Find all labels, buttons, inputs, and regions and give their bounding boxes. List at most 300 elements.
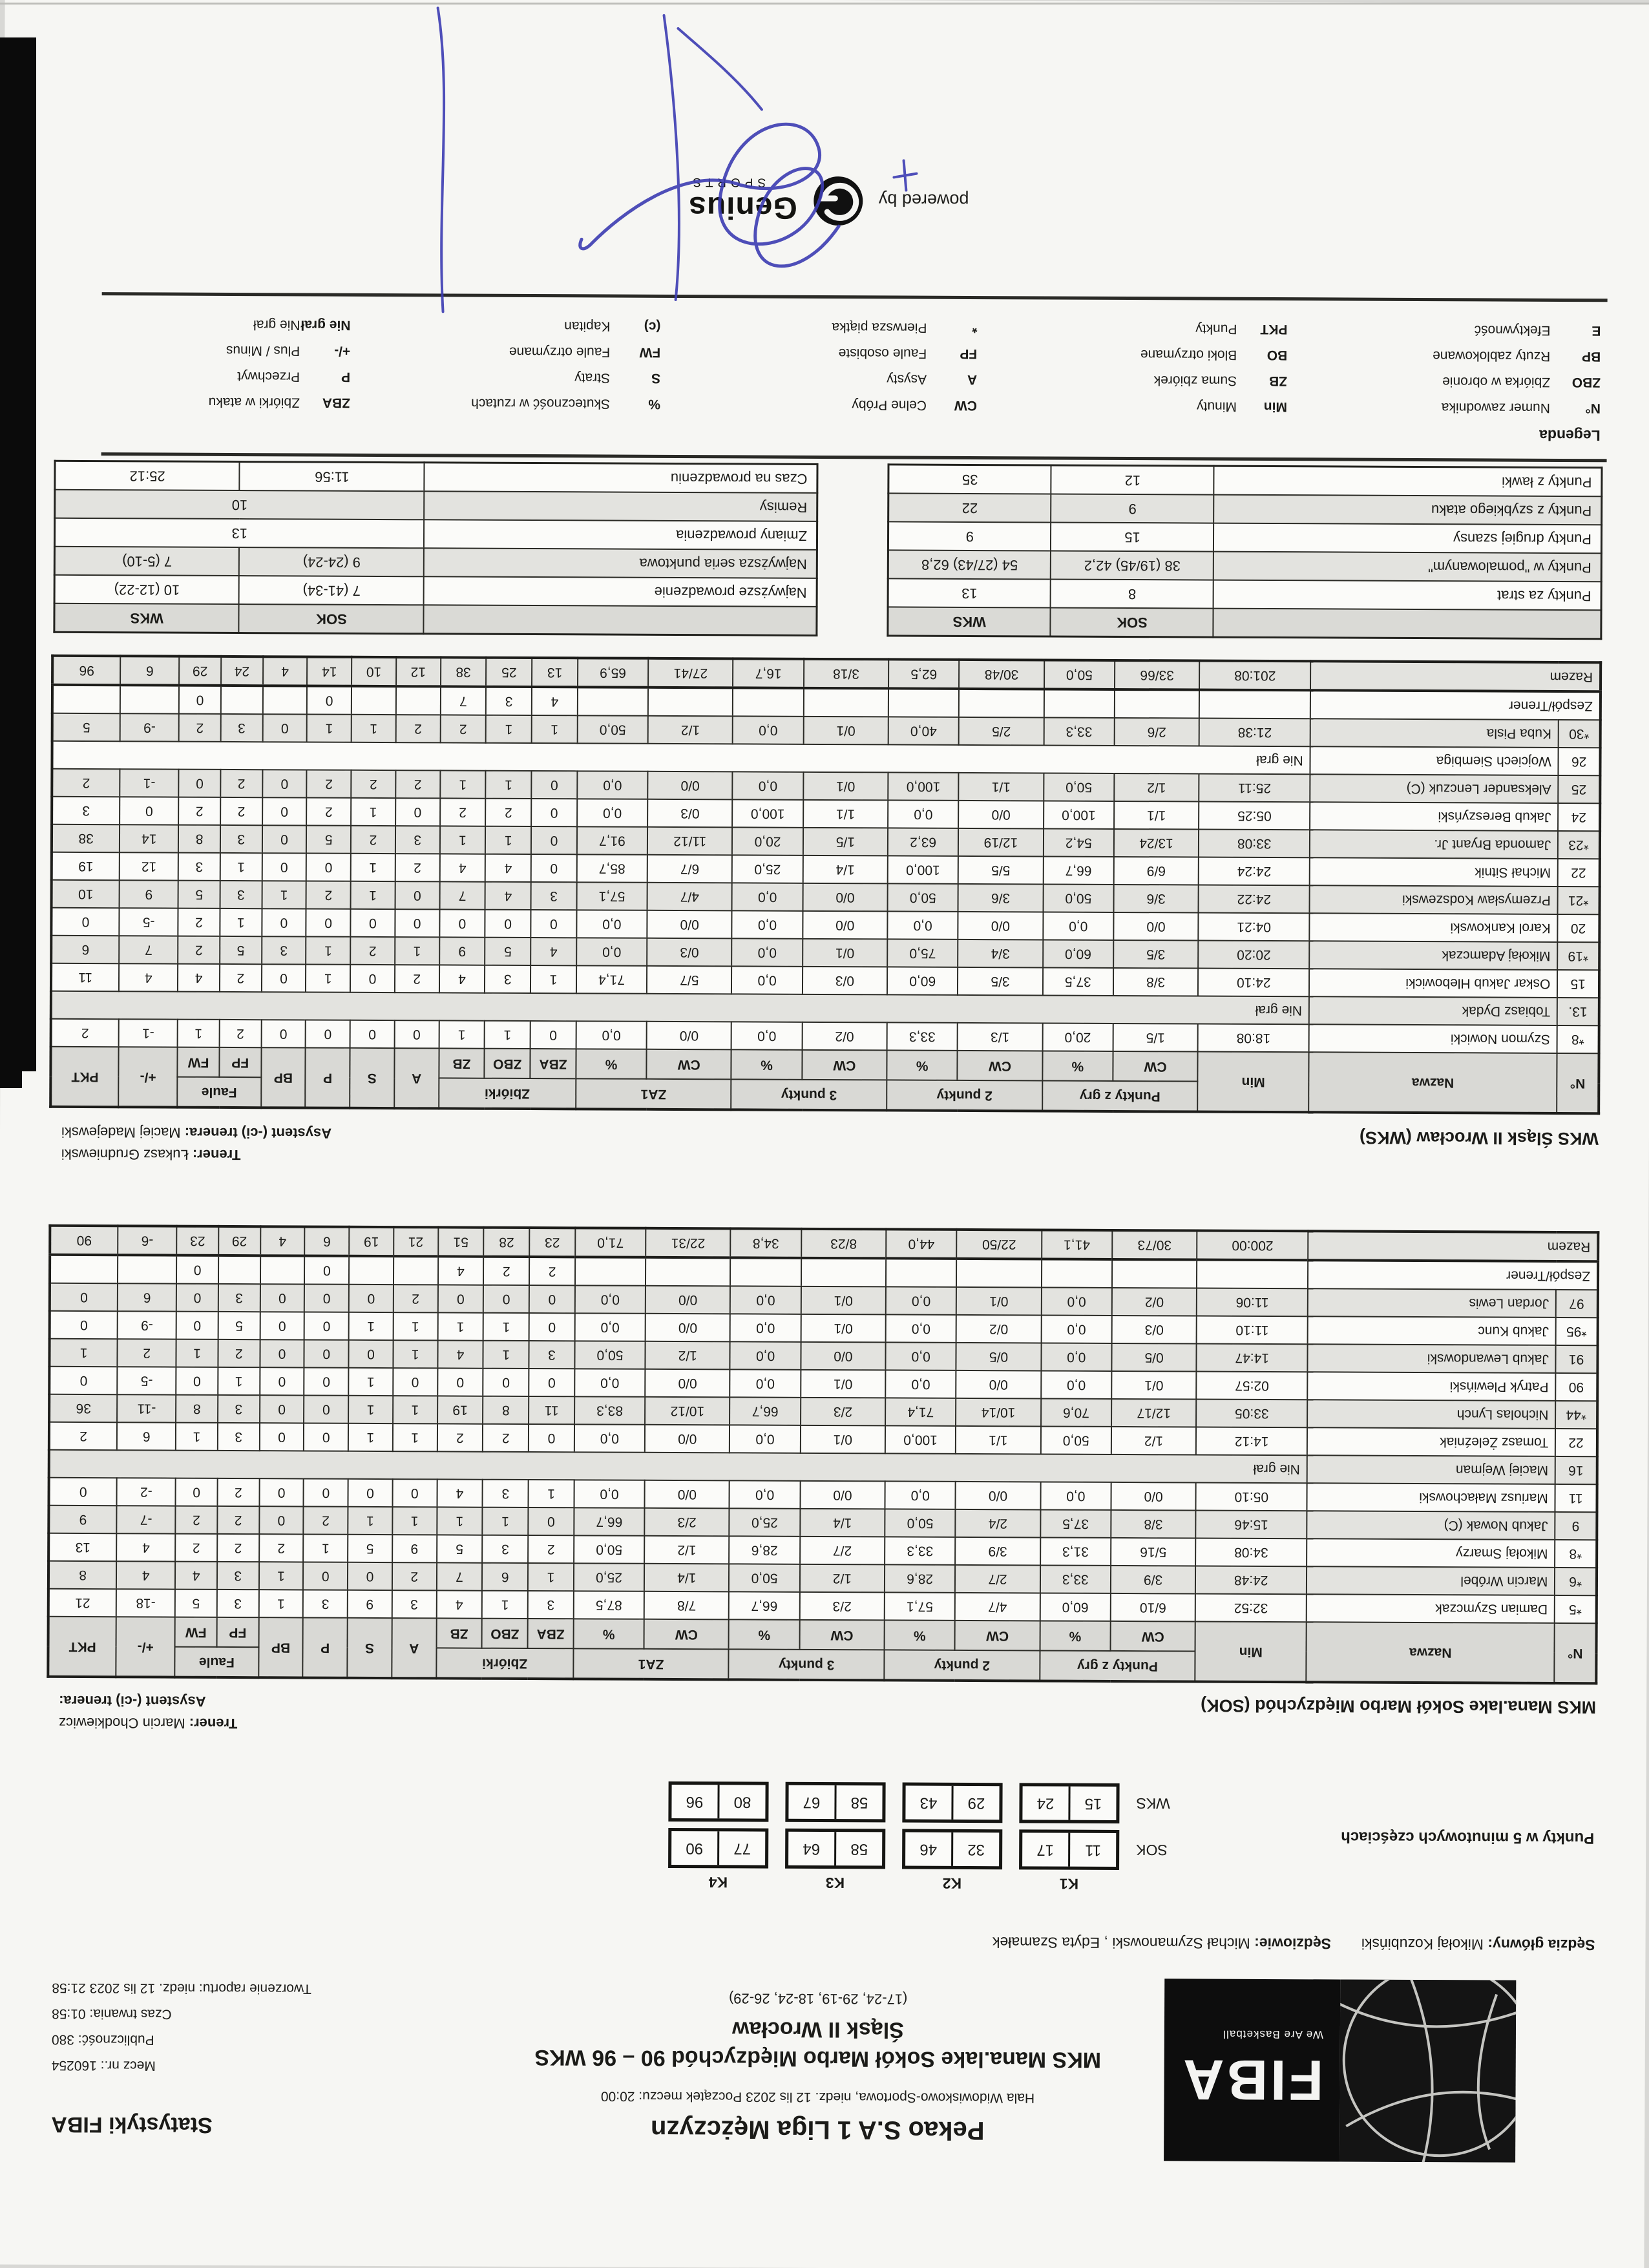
summary-wks-value: 10 (12-22) [54,575,239,604]
column-header: BP [258,1617,303,1677]
stat-p2: 22/50 [956,1230,1042,1259]
stat-fp: 3 [221,714,263,742]
stat-p3: 0/1 [803,717,888,745]
stat-s: 1 [351,798,395,826]
stat-fw: 2 [178,936,220,964]
stat-min: 34:08 [1195,1538,1307,1567]
stat-ft_pct: 0,0 [574,1369,645,1396]
stat-fg: 0/1 [1111,1371,1197,1400]
stat-pm: -1 [120,769,179,797]
stat-a: 1 [393,1340,437,1368]
column-header: ZA1 [573,1648,729,1679]
stat-zb: 2 [437,1423,483,1451]
summary-label: Najwyższa seria punktowa [424,548,817,578]
stat-p: 2 [304,1506,348,1534]
stat-a: 1 [395,937,439,965]
stat-zba: 13 [532,658,578,687]
stat-fg [1115,689,1200,719]
attendance: Publiczność: 380 [51,2032,154,2048]
stat-p3: 0/3 [803,967,888,995]
stat-zba: 0 [531,826,577,854]
stat-bp: 0 [259,1423,304,1451]
stat-p: 0 [307,686,352,715]
title-block [481,1989,1154,2146]
stat-p2: 2/5 [959,717,1044,746]
stat-p3: 0/0 [801,1342,886,1370]
team-code: SOK [1136,1842,1168,1859]
stat-p3_pct: 34,8 [731,1228,801,1257]
stat-pm: -6 [118,1226,176,1255]
stat-p3: 1/4 [800,1509,885,1537]
player-number: 22 [1558,859,1600,887]
legend-abbr: +/- [334,343,351,359]
legend-desc: Celne Próby [852,397,927,413]
stat-fg_pct: 54,2 [1044,828,1114,856]
legend-item [1287,341,1601,364]
period-box [668,1781,768,1822]
stat-min [1197,1260,1308,1289]
stat-zbo: 1 [485,1021,530,1049]
summary-row [54,547,817,578]
column-header: % [576,1049,646,1078]
legend-abbr: P [341,369,351,384]
stat-zb: 7 [440,686,486,715]
column-header: Zbiórki [436,1648,574,1679]
team-column-header: SOK [1051,608,1213,638]
column-header: PKT [48,1617,116,1677]
player-number: *19 [1557,942,1599,970]
stat-a: 3 [392,1590,437,1618]
summary-merged-value: 10 [55,490,425,520]
stat-fw: 4 [178,964,220,992]
coach-name: Łukasz Grudniewski [61,1146,189,1163]
player-name: Damian Szymczak [1307,1594,1555,1623]
stat-pkt: 11 [51,963,119,991]
points-cell: 17 [1022,1832,1070,1866]
stat-ft_pct [578,687,648,715]
stat-pm: 6 [120,656,179,685]
stat-p2_pct: 28,6 [885,1564,955,1592]
stat-fg: 3/6 [1113,885,1199,913]
stat-pkt: 36 [49,1394,117,1422]
stat-pm [118,1255,176,1283]
player-name: Kuba Pisla [1310,719,1559,748]
period-box [785,1829,885,1869]
stat-ft: 0/0 [646,1286,731,1314]
stat-pkt: 9 [48,1506,116,1533]
stat-fp [218,1255,260,1284]
legend-abbr: S [651,370,661,386]
column-header: % [885,1620,955,1650]
points-cell: 15 [1084,1794,1102,1812]
stat-p2_pct: 100,0 [888,772,958,800]
legend-desc: Efektywność [1474,322,1551,338]
quarter-points-row [108,1779,1181,1823]
legend-block [56,310,1601,415]
stat-bp: 0 [261,1020,306,1047]
column-header: % [1042,1051,1113,1080]
stat-p2: 1/1 [959,773,1044,801]
fiba-tagline: We Are Basketball [1223,2028,1323,2041]
stat-pkt: 2 [51,1019,119,1047]
stat-s: 0 [349,1285,394,1312]
stat-min: 20:20 [1198,941,1309,969]
stat-pm: -7 [117,1506,176,1533]
column-header: CW [955,1621,1040,1651]
column-header: % [731,1049,802,1079]
stat-p2: 0/0 [956,1370,1041,1399]
fiba-wordmark-box [1164,1979,1340,2161]
team-column-header: WKS [888,607,1051,636]
stat-min: 24:48 [1195,1566,1307,1595]
legend-desc: Pierwsza piątka [832,320,927,335]
stat-p2_pct: 0,0 [886,1342,956,1370]
stat-p3: 1/2 [800,1564,885,1593]
legend-desc: Skuteczność w rzutach [471,395,610,412]
wks-stat-table [49,655,1602,1115]
stat-fg_pct: 31,3 [1040,1537,1111,1565]
player-number: *23 [1558,831,1600,859]
stat-fg_pct: 37,5 [1043,967,1113,995]
stat-s: 1 [348,1423,393,1451]
legend-item [56,361,350,384]
stat-p3_pct: 0,0 [733,716,803,744]
stat-fg: 1/5 [1113,1024,1198,1052]
stat-zb: 7 [439,881,485,909]
column-header: CW [799,1620,885,1650]
stat-p3_pct: 0,0 [730,1369,801,1397]
player-name: Maciej Wejman [1307,1455,1555,1484]
summary-sok-value: 9 (24-24) [239,547,424,576]
stat-fp: 2 [220,964,262,992]
legend-item [977,391,1287,414]
stat-s: 2 [351,770,395,798]
period-box [902,1783,1002,1823]
column-header: Min [1197,1052,1308,1113]
coach-label: Trener: [189,1715,238,1732]
stat-fg_pct: 33,3 [1044,717,1114,745]
stat-ft: 1/2 [648,716,733,744]
stat-fw: 1 [176,1339,218,1367]
stat-a: 0 [392,1479,437,1507]
stat-zb: 7 [436,1562,482,1590]
stat-p2_pct: 0,0 [885,1481,956,1509]
stat-pm: 14 [120,824,178,852]
genius-name: Genius [688,190,797,226]
stat-fg: 13/24 [1114,829,1199,857]
player-name: Mikołaj Smarzy [1307,1538,1555,1568]
stat-p: 0 [303,1562,348,1590]
stat-p: 0 [304,1395,348,1423]
scan-artifact-edge [0,3,1649,5]
player-name: Patryk Plewiński [1307,1372,1555,1401]
stat-zbo: 8 [483,1396,529,1424]
stat-p: 0 [304,1284,349,1312]
stat-ft: 27/41 [648,658,733,688]
stat-zb: 4 [439,965,485,992]
stat-ft: 1/2 [644,1536,730,1564]
stat-fw: 5 [175,1590,217,1617]
stat-min: 32:52 [1195,1594,1307,1622]
stat-zb: 0 [439,909,485,937]
period-box [1019,1783,1119,1823]
stat-zbo: 1 [486,771,532,799]
player-name: Nicholas Lynch [1307,1400,1555,1429]
stat-p3_pct [733,688,803,716]
legend-abbr: BO [1266,347,1288,363]
stat-fp: 3 [218,1395,260,1423]
stat-s: 10 [352,657,396,686]
stat-fw: 1 [176,1423,218,1451]
stat-pm: 6 [118,1283,176,1311]
stat-p3_pct: 20,0 [732,827,803,855]
legend-abbr: (c) [644,319,661,334]
summary-sok-value: 15 [1051,523,1213,552]
assistant-label: Asystent (-ci) trenera: [59,1692,206,1710]
stat-ft_pct: 71,4 [576,965,647,993]
stat-zba: 3 [528,1591,574,1619]
stat-p: 0 [304,1339,349,1367]
stat-p: 2 [306,881,351,908]
column-header: S [350,1048,394,1108]
legend-item [977,313,1287,337]
stat-fp: 2 [220,770,262,797]
stat-ft [646,1257,731,1286]
summary-table-left [887,463,1602,640]
stat-ft: 0/0 [647,910,732,939]
column-header: Zbiórki [439,1078,576,1109]
legend-item [350,337,660,360]
stat-p3: 0/1 [801,1370,886,1398]
stat-min: 25:11 [1199,774,1310,803]
stat-fg [1112,1259,1197,1288]
stat-a: 1 [393,1423,437,1451]
stat-min: 14:12 [1196,1427,1307,1456]
summary-wks-value: 35 [888,465,1051,494]
summary-row [888,493,1602,525]
stat-min: 11:10 [1197,1316,1308,1345]
stat-zbo: 3 [486,687,532,715]
legend-desc: Nie grał [253,317,300,333]
stat-pkt: 8 [48,1561,116,1589]
stat-p3: 0/1 [801,1425,886,1454]
stat-fp: 3 [220,881,262,908]
stat-min: 200:00 [1197,1231,1308,1261]
quarter-partials: (17-24, 29-19, 18-24, 26-29) [728,1990,908,2008]
quarter-points-row [108,1825,1181,1870]
stat-p3: 1/1 [803,800,888,828]
stat-zbo: 1 [483,1341,529,1369]
legend-item [977,339,1287,362]
stat-zb: 4 [437,1340,483,1368]
stat-fg_pct: 0,0 [1041,1343,1111,1370]
team-row-label: Zespół/Trener [1310,690,1601,720]
stat-fg_pct: 0,0 [1041,1315,1111,1343]
column-header: PKT [50,1047,119,1107]
stat-zb: 4 [439,854,485,881]
stat-p3_pct: 66,7 [730,1397,801,1425]
summary-wks-value: 22 [888,493,1051,522]
stat-pkt: 21 [48,1589,116,1617]
legend-item [350,388,660,412]
summary-row [888,550,1601,582]
player-name: Jakub Lewandowski [1308,1344,1556,1373]
stat-p: 1 [307,714,352,742]
stat-zb: 19 [437,1396,483,1423]
stat-ft: 22/31 [646,1228,731,1258]
stat-zb: 4 [437,1479,483,1507]
stat-zb: 1 [440,770,486,798]
stat-p2_pct [886,1258,956,1286]
legend-desc: Suma zbiórek [1153,373,1237,388]
column-header: Min [1195,1622,1307,1683]
stat-ft_pct: 25,0 [574,1563,644,1591]
stat-fp [221,686,263,714]
legend-item [350,362,660,386]
stat-zbo: 2 [483,1257,529,1285]
stat-fg: 0/0 [1111,1482,1196,1511]
stat-p: 1 [306,964,350,992]
summary-sok-value: 7 (41-34) [239,576,424,605]
stat-pm: 9 [120,880,178,908]
stat-pkt [50,1255,118,1283]
stat-zbo: 0 [485,910,531,938]
stat-p2: 0/5 [956,1343,1042,1371]
points-cell: 77 [733,1840,751,1858]
stats-info-block [51,1975,414,2138]
player-name: Jamonda Bryant Jr. [1310,830,1558,859]
stat-fg_pct: 41,1 [1042,1230,1112,1259]
column-header: BP [261,1047,306,1108]
stat-fw: 0 [176,1478,218,1506]
stat-fp: 1 [218,1367,260,1395]
stat-zbo: 3 [482,1535,528,1563]
stat-bp: 0 [260,1395,304,1423]
score-line-2: Śląsk II Wrocław [731,2017,904,2043]
stat-fp: 2 [220,797,262,825]
stat-p2: 5/5 [958,856,1044,885]
player-name: Jakub Nowak (C) [1307,1511,1555,1540]
points-cell: 96 [671,1785,719,1818]
summary-header-row [888,607,1601,638]
stat-p3_pct: 0,0 [732,883,803,910]
points-cell: 11 [1085,1841,1102,1859]
column-header: % [729,1619,799,1649]
stat-p2_pct: 100,0 [888,856,958,883]
stat-bp: 0 [260,1312,304,1339]
stat-a: 1 [393,1312,437,1340]
stat-zba: 0 [531,799,577,826]
stat-p2_pct: 0,0 [886,1286,956,1314]
stats-brand: Statystyki FIBA [51,2112,213,2137]
stat-a: 1 [392,1507,437,1535]
legend-item [660,364,977,387]
stat-zb: 4 [436,1590,482,1618]
stat-ft: 0/0 [647,1022,732,1050]
stat-pm [120,685,179,713]
player-number: 90 [1556,1373,1598,1401]
stat-fp: 3 [218,1284,260,1312]
column-header: FW [175,1617,217,1647]
stat-min: 05:10 [1196,1483,1307,1511]
player-name: Jakub Kunc [1308,1316,1556,1345]
stat-zb: 1 [437,1507,483,1535]
stat-zba: 1 [528,1563,574,1591]
stat-p2: 2/4 [956,1509,1041,1538]
stat-p3_pct [730,1257,801,1286]
stat-ft_pct: 0,0 [576,1021,646,1049]
report-created: Tworzenie raportu: niedz. 12 lis 2023 21:58 [52,1980,311,1997]
stat-p3: 0/0 [800,1481,885,1509]
stat-bp: 2 [259,1534,304,1562]
stat-pm: -2 [117,1478,176,1506]
stat-fw: 5 [178,881,220,908]
stat-pkt: 90 [50,1226,118,1255]
wks-coach-block [61,1121,331,1166]
stat-bp: 0 [259,1478,304,1506]
legend-desc: Minuty [1197,399,1237,414]
stat-ft: 0/0 [645,1425,730,1453]
legend-desc: Punkty [1195,321,1237,337]
period-box [902,1829,1002,1870]
referees-line [993,1933,1595,1953]
stat-min: 33:08 [1199,830,1310,858]
player-number: 20 [1558,914,1600,942]
stat-p2_pct: 60,0 [887,967,958,994]
stat-fg: 30/73 [1112,1230,1197,1260]
stat-zbo: 4 [485,882,531,910]
stat-s: 0 [348,1479,393,1507]
stat-fw: 0 [176,1255,218,1284]
stat-fp: 2 [217,1534,259,1562]
legend-desc: Zbiórki w ataku [208,394,300,410]
summary-sok-value: 8 [1051,580,1213,609]
column-header: A [392,1618,436,1678]
stat-fg: 3/8 [1113,968,1199,996]
stat-pkt: 0 [50,1283,118,1311]
stat-zb: 0 [437,1368,483,1396]
stat-p3_pct: 0,0 [731,966,802,994]
column-header: A [394,1048,439,1108]
legend-desc: Numer zawodnika [1441,400,1550,415]
venue-line: Hala Widowiskowo-Sportowa, niedz. 12 lis 2023 Początek meczu: 20:00 [600,2088,1035,2106]
stat-zbo: 5 [485,938,530,965]
stat-ft_pct: 0,0 [574,1313,645,1341]
stat-p2_pct: 57,1 [885,1592,955,1620]
stat-p2: 0/2 [956,1315,1042,1343]
stat-p3_pct: 50,0 [729,1564,799,1591]
scan-artifact-strip [0,37,36,1071]
column-header: Faule [177,1077,261,1108]
stat-p2 [956,1259,1042,1288]
summary-row [55,490,817,521]
genius-sub: SPORTS [688,175,766,190]
points-cell: 24 [1022,1786,1070,1820]
quarters-label: Punkty w 5 minutowych częściach [1341,1828,1595,1847]
summary-label: Remisy [425,491,817,521]
points-cell: 90 [671,1831,719,1865]
summary-label: Czas na prowadzeniu [425,463,817,493]
stat-fg: 6/10 [1111,1593,1196,1622]
stat-p2: 3/5 [958,967,1043,996]
stat-p: 0 [306,1020,350,1047]
stat-p: 5 [306,825,351,853]
stat-ft: 1/4 [644,1564,730,1592]
fiba-wordmark: FIBA [1180,2048,1324,2113]
stat-zb: 5 [437,1535,483,1562]
stat-pm: 4 [116,1533,175,1561]
stat-pm: -5 [117,1367,176,1394]
